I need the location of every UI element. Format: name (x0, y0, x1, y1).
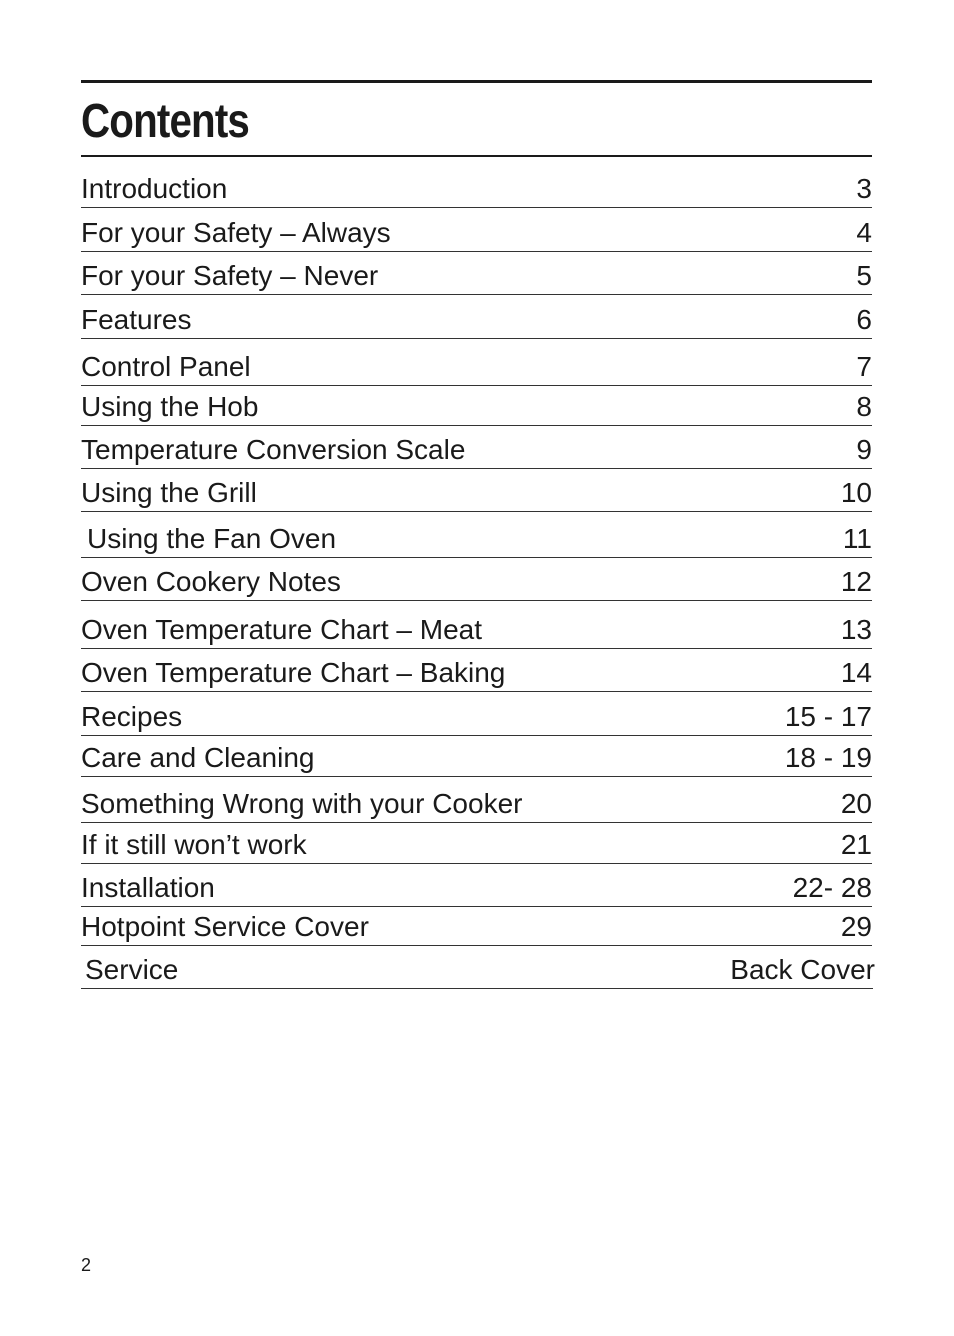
toc-entry-label: Something Wrong with your Cooker (81, 788, 523, 819)
toc-entry-label: For your Safety – Always (81, 217, 391, 248)
toc-entry-label: Using the Fan Oven (87, 523, 337, 554)
toc-entry-label: For your Safety – Never (81, 260, 379, 291)
toc-row (81, 207, 872, 252)
toc-row (81, 863, 872, 907)
toc-entry-page: 18 - 19 (784, 742, 872, 773)
toc-entry-label: Installation (81, 872, 215, 903)
toc-entry-label: Features (81, 304, 192, 335)
toc-row (81, 945, 873, 989)
toc-row (81, 776, 872, 823)
toc-row (81, 294, 872, 339)
toc-entry-page: 11 (842, 523, 872, 554)
toc-entry-page: 8 (856, 391, 872, 422)
toc-entry-label: Oven Temperature Chart – Baking (81, 657, 506, 688)
toc-entry-page: 12 (840, 566, 872, 597)
toc-entry-page: 14 (840, 657, 872, 688)
page-number: 2 (81, 1255, 92, 1275)
toc-entry-label: Oven Temperature Chart – Meat (81, 614, 483, 645)
toc-row (81, 425, 872, 469)
toc-entry-page: 22- 28 (792, 872, 872, 903)
toc-entry-page: 9 (856, 434, 872, 465)
toc-entry-page: 3 (856, 173, 872, 204)
toc-entry-label: Introduction (81, 173, 228, 204)
toc-entry-page: 4 (856, 217, 872, 248)
toc-entry-page: 20 (840, 788, 872, 819)
toc-entry-page: 13 (840, 614, 872, 645)
toc-row (81, 511, 872, 558)
toc-entry-label: Using the Hob (81, 391, 259, 422)
toc-entry-page: 5 (856, 260, 872, 291)
toc-entry-label: Care and Cleaning (81, 742, 315, 773)
toc-entry-page: Back Cover (730, 954, 875, 985)
toc-row (81, 385, 872, 426)
toc-row (81, 822, 872, 864)
toc-entry-page: 15 - 17 (784, 701, 872, 732)
toc-row (81, 557, 872, 601)
toc-row (81, 691, 872, 736)
toc-row (81, 906, 872, 946)
toc-entry-label: Temperature Conversion Scale (81, 434, 466, 465)
toc-row (81, 600, 872, 649)
toc-row (81, 648, 872, 692)
toc-entry-page: 29 (840, 911, 872, 942)
toc-row (81, 338, 872, 386)
toc-entry-label: Hotpoint Service Cover (81, 911, 369, 942)
top-rule (81, 80, 872, 83)
page-title: Contents (81, 95, 249, 148)
toc-entry-page: 7 (856, 351, 872, 382)
toc-entry-label: Using the Grill (81, 477, 257, 508)
toc-row (81, 468, 872, 512)
toc-entry-page: 10 (840, 477, 872, 508)
toc-entry-label: If it still won’t work (81, 829, 307, 860)
toc-entry-label: Service (85, 954, 179, 985)
toc-entry-label: Recipes (81, 701, 183, 732)
toc-row (81, 251, 872, 295)
toc-entry-page: 6 (856, 304, 872, 335)
toc-row (81, 157, 872, 208)
toc-entry-label: Control Panel (81, 351, 251, 382)
toc-row (81, 735, 872, 777)
toc-entry-page: 21 (840, 829, 872, 860)
toc-entry-label: Oven Cookery Notes (81, 566, 341, 597)
